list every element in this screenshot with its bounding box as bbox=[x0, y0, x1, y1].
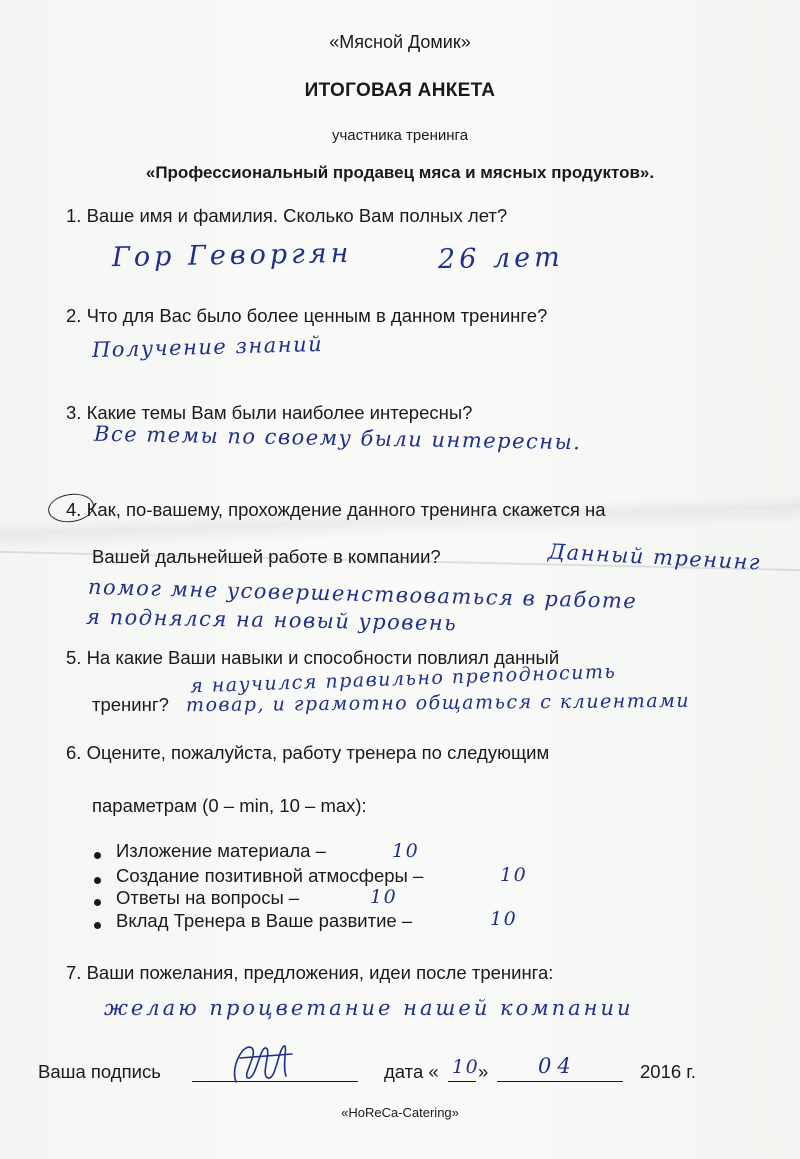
bullet-icon bbox=[94, 899, 101, 906]
document-subtitle: участника тренинга bbox=[331, 127, 469, 144]
date-year: 2016 г. bbox=[640, 1061, 696, 1082]
question-4-line-2: Вашей дальнейшей работе в компании? bbox=[92, 546, 441, 567]
handwritten-signature bbox=[222, 1036, 312, 1086]
answer-3: Все темы по своему были интересны. bbox=[93, 421, 582, 455]
footer-company: «HoReCa-Catering» bbox=[341, 1105, 459, 1120]
question-5: 5. На какие Ваши навыки и способности повлиял данный bbox=[66, 647, 560, 668]
rating-score-2: 10 bbox=[500, 864, 528, 886]
rating-score-4: 10 bbox=[490, 908, 518, 930]
date-month: 04 bbox=[538, 1054, 577, 1078]
course-name: «Профессиональный продавец мяса и мясных продуктов». bbox=[145, 163, 655, 182]
rating-score-3: 10 bbox=[370, 886, 398, 908]
answer-1-name: Гор Геворгян bbox=[111, 237, 353, 274]
rating-label-2: Создание позитивной атмосферы – bbox=[116, 865, 424, 886]
question-5-line-2: тренинг? bbox=[92, 694, 169, 715]
answer-2: Получение знаний bbox=[91, 331, 324, 363]
rating-label-4: Вклад Тренера в Ваше развитие – bbox=[116, 910, 413, 931]
bullet-icon bbox=[94, 922, 101, 929]
answer-4-line-3: я поднялся на новый уровень bbox=[85, 604, 458, 636]
question-6-line-2: параметрам (0 – min, 10 – max): bbox=[92, 795, 367, 816]
date-label: дата « bbox=[384, 1061, 439, 1082]
answer-1-age: 26 лет bbox=[437, 241, 564, 276]
question-4: 4. Как, по-вашему, прохождение данного тренинга скажется на bbox=[66, 499, 606, 520]
date-day: 10 bbox=[452, 1056, 480, 1078]
date-close-quote: » bbox=[478, 1061, 489, 1082]
question-1: 1. Ваше имя и фамилия. Сколько Вам полных лет? bbox=[66, 205, 508, 226]
answer-5-line-1: я научился правильно преподносить bbox=[189, 660, 617, 698]
month-line bbox=[497, 1081, 623, 1082]
answer-5-line-2: товар, и грамотно общаться с клиентами bbox=[185, 689, 691, 717]
question-2: 2. Что для Вас было более ценным в данном тренинге? bbox=[66, 305, 548, 326]
question-3: 3. Какие темы Вам были наиболее интересны? bbox=[66, 402, 473, 423]
brand-name: «Мясной Домик» bbox=[329, 32, 471, 52]
bullet-icon bbox=[94, 852, 101, 859]
document-title: ИТОГОВАЯ АНКЕТА bbox=[304, 80, 496, 101]
answer-7: желаю процветание нашей компании bbox=[104, 996, 634, 1020]
question-6: 6. Оцените, пожалуйста, работу тренера по следующим bbox=[66, 742, 550, 763]
answer-4-line-1: Данный тренинг bbox=[547, 539, 762, 575]
bullet-icon bbox=[94, 877, 101, 884]
rating-label-1: Изложение материала – bbox=[116, 840, 326, 861]
question-7: 7. Ваши пожелания, предложения, идеи после тренинга: bbox=[66, 962, 554, 983]
answer-4-line-2: помог мне усовершенствоваться в работе bbox=[87, 574, 638, 614]
rating-label-3: Ответы на вопросы – bbox=[116, 887, 300, 908]
signature-label: Ваша подпись bbox=[38, 1061, 161, 1082]
rating-score-1: 10 bbox=[392, 840, 420, 862]
day-line bbox=[448, 1081, 476, 1082]
